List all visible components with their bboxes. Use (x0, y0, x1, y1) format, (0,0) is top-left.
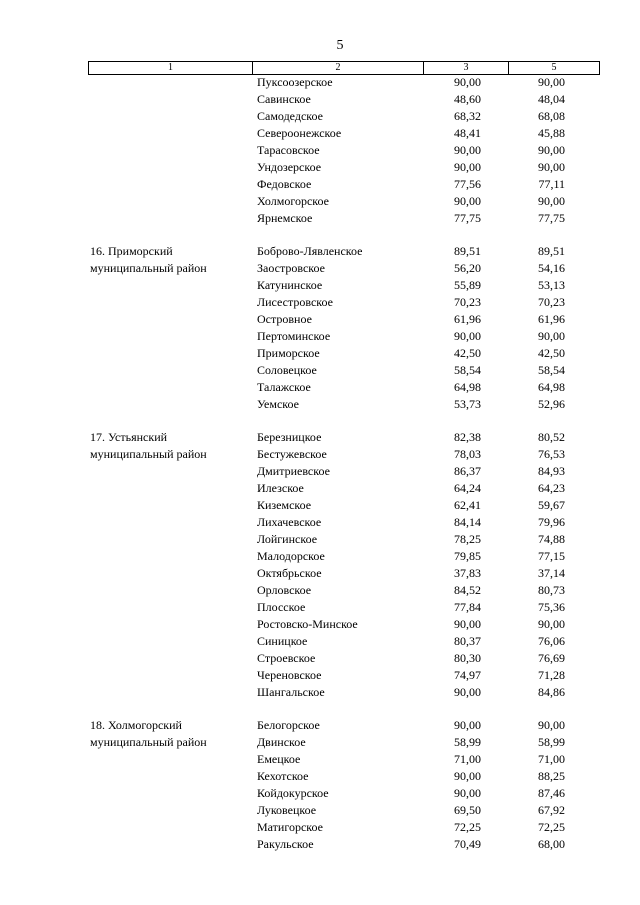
settlement-name: Березницкое (257, 430, 322, 444)
value-col-3: 69,50 (454, 803, 481, 817)
table-row (0, 74, 640, 91)
settlement-name: Ярнемское (257, 211, 313, 225)
value-col-3: 37,83 (454, 566, 481, 580)
value-col-5: 79,96 (538, 515, 565, 529)
value-col-3: 80,37 (454, 634, 481, 648)
table-row (0, 802, 640, 819)
settlement-name: Белогорское (257, 718, 320, 732)
settlement-name: Дмитриевское (257, 464, 330, 478)
value-col-5: 76,53 (538, 447, 565, 461)
settlement-name: Луковецкое (257, 803, 317, 817)
value-col-3: 61,96 (454, 312, 481, 326)
table-header (88, 61, 600, 75)
value-col-5: 75,36 (538, 600, 565, 614)
page-number: 5 (336, 38, 344, 53)
settlement-name: Кехотское (257, 769, 309, 783)
table-row (0, 294, 640, 311)
table-row (0, 836, 640, 853)
value-col-3: 90,00 (454, 143, 481, 157)
value-col-3: 90,00 (454, 75, 481, 89)
value-col-5: 90,00 (538, 160, 565, 174)
value-col-5: 42,50 (538, 346, 565, 360)
table-row (0, 650, 640, 667)
settlement-name: Соловецкое (257, 363, 317, 377)
value-col-3: 68,32 (454, 109, 481, 123)
value-col-3: 84,52 (454, 583, 481, 597)
table-row (0, 91, 640, 108)
settlement-name: Холмогорское (257, 194, 329, 208)
table-row (0, 260, 640, 277)
value-col-3: 58,54 (454, 363, 481, 377)
table-row (0, 396, 640, 413)
table-row (0, 616, 640, 633)
value-col-5: 58,99 (538, 735, 565, 749)
value-col-5: 77,11 (538, 177, 565, 191)
value-col-3: 64,98 (454, 380, 481, 394)
table-row (0, 379, 640, 396)
settlement-name: Тарасовское (257, 143, 320, 157)
settlement-name: Октябрьское (257, 566, 322, 580)
value-col-5: 52,96 (538, 397, 565, 411)
value-col-3: 53,73 (454, 397, 481, 411)
settlement-name: Островное (257, 312, 312, 326)
value-col-5: 80,73 (538, 583, 565, 597)
value-col-5: 68,08 (538, 109, 565, 123)
table-row (0, 565, 640, 582)
table-row (0, 633, 640, 650)
settlement-name: Койдокурское (257, 786, 329, 800)
settlement-name: Федовское (257, 177, 312, 191)
settlement-name: Пертоминское (257, 329, 331, 343)
table-row (0, 684, 640, 701)
settlement-name: Орловское (257, 583, 312, 597)
value-col-3: 77,56 (454, 177, 481, 191)
settlement-name: Пуксоозерское (257, 75, 333, 89)
settlement-name: Заостровское (257, 261, 325, 275)
value-col-3: 90,00 (454, 718, 481, 732)
table-row (0, 667, 640, 684)
table-row (0, 311, 640, 328)
settlement-name: Двинское (257, 735, 306, 749)
settlement-name: Ракульское (257, 837, 314, 851)
settlement-name: Боброво-Лявленское (257, 244, 363, 258)
settlement-name: Ундозерское (257, 160, 322, 174)
value-col-3: 71,00 (454, 752, 481, 766)
value-col-3: 77,84 (454, 600, 481, 614)
district-name: 16. Приморский муниципальный район (90, 244, 207, 275)
settlement-name: Приморское (257, 346, 320, 360)
table-row (0, 362, 640, 379)
table-row (0, 734, 640, 751)
table-row (0, 328, 640, 345)
value-col-5: 64,23 (538, 481, 565, 495)
value-col-3: 74,97 (454, 668, 481, 682)
value-col-5: 48,04 (538, 92, 565, 106)
table-row (0, 210, 640, 227)
value-col-3: 84,14 (454, 515, 481, 529)
table-row (0, 751, 640, 768)
value-col-5: 90,00 (538, 617, 565, 631)
value-col-5: 89,51 (538, 244, 565, 258)
settlement-name: Емецкое (257, 752, 301, 766)
value-col-5: 53,13 (538, 278, 565, 292)
value-col-3: 90,00 (454, 685, 481, 699)
settlement-name: Синицкое (257, 634, 308, 648)
table-row (0, 142, 640, 159)
table-row (0, 768, 640, 785)
header-col-3: 3 (424, 62, 509, 74)
settlement-name: Строевское (257, 651, 316, 665)
settlement-name: Катунинское (257, 278, 323, 292)
value-col-5: 76,06 (538, 634, 565, 648)
settlement-name: Самодедское (257, 109, 323, 123)
value-col-5: 59,67 (538, 498, 565, 512)
value-col-5: 45,88 (538, 126, 565, 140)
table-row (0, 345, 640, 362)
value-col-5: 90,00 (538, 194, 565, 208)
table-row (0, 785, 640, 802)
settlement-name: Шангальское (257, 685, 325, 699)
table-row (0, 125, 640, 142)
value-col-3: 42,50 (454, 346, 481, 360)
value-col-5: 54,16 (538, 261, 565, 275)
settlement-name: Плосское (257, 600, 306, 614)
value-col-3: 90,00 (454, 194, 481, 208)
table-row (0, 159, 640, 176)
value-col-5: 71,00 (538, 752, 565, 766)
value-col-3: 90,00 (454, 160, 481, 174)
value-col-3: 86,37 (454, 464, 481, 478)
value-col-3: 56,20 (454, 261, 481, 275)
value-col-3: 70,23 (454, 295, 481, 309)
value-col-3: 72,25 (454, 820, 481, 834)
value-col-5: 67,92 (538, 803, 565, 817)
value-col-3: 58,99 (454, 735, 481, 749)
value-col-5: 84,93 (538, 464, 565, 478)
value-col-5: 71,28 (538, 668, 565, 682)
value-col-5: 88,25 (538, 769, 565, 783)
value-col-3: 48,60 (454, 92, 481, 106)
value-col-5: 87,46 (538, 786, 565, 800)
settlement-name: Илезское (257, 481, 304, 495)
district-name: 18. Холмогорский муниципальный район (90, 718, 207, 749)
value-col-5: 90,00 (538, 75, 565, 89)
value-col-3: 48,41 (454, 126, 481, 140)
value-col-3: 80,30 (454, 651, 481, 665)
table-row (0, 463, 640, 480)
table-row (0, 599, 640, 616)
table-row (0, 582, 640, 599)
settlement-name: Лисестровское (257, 295, 333, 309)
settlement-name: Лихачевское (257, 515, 322, 529)
table-row (0, 108, 640, 125)
value-col-5: 90,00 (538, 718, 565, 732)
value-col-5: 61,96 (538, 312, 565, 326)
value-col-3: 77,75 (454, 211, 481, 225)
settlement-name: Североонежское (257, 126, 342, 140)
value-col-5: 58,54 (538, 363, 565, 377)
value-col-3: 90,00 (454, 329, 481, 343)
value-col-3: 55,89 (454, 278, 481, 292)
value-col-3: 78,03 (454, 447, 481, 461)
value-col-3: 79,85 (454, 549, 481, 563)
header-col-1: 1 (89, 62, 253, 74)
settlement-name: Киземское (257, 498, 312, 512)
value-col-3: 78,25 (454, 532, 481, 546)
table-row (0, 548, 640, 565)
value-col-3: 70,49 (454, 837, 481, 851)
settlement-name: Ростовско-Минское (257, 617, 358, 631)
value-col-5: 76,69 (538, 651, 565, 665)
table-body (0, 74, 640, 853)
value-col-5: 80,52 (538, 430, 565, 444)
value-col-3: 90,00 (454, 786, 481, 800)
value-col-5: 74,88 (538, 532, 565, 546)
value-col-5: 90,00 (538, 329, 565, 343)
table-row (0, 531, 640, 548)
settlement-name: Череновское (257, 668, 322, 682)
table-row (0, 819, 640, 836)
value-col-5: 90,00 (538, 143, 565, 157)
value-col-3: 90,00 (454, 617, 481, 631)
table-row (0, 176, 640, 193)
settlement-name: Бестужевское (257, 447, 327, 461)
table-row (0, 480, 640, 497)
value-col-5: 77,15 (538, 549, 565, 563)
table-row (0, 193, 640, 210)
table-row (0, 446, 640, 463)
table-row (0, 277, 640, 294)
value-col-3: 89,51 (454, 244, 481, 258)
value-col-5: 64,98 (538, 380, 565, 394)
value-col-5: 77,75 (538, 211, 565, 225)
value-col-5: 37,14 (538, 566, 565, 580)
settlement-name: Талажское (257, 380, 311, 394)
value-col-5: 70,23 (538, 295, 565, 309)
value-col-3: 90,00 (454, 769, 481, 783)
settlement-name: Уемское (257, 397, 299, 411)
value-col-5: 72,25 (538, 820, 565, 834)
district-name: 17. Устьянский муниципальный район (90, 430, 207, 461)
value-col-5: 84,86 (538, 685, 565, 699)
value-col-3: 64,24 (454, 481, 481, 495)
settlement-name: Малодорское (257, 549, 325, 563)
settlement-name: Матигорское (257, 820, 323, 834)
table-row (0, 497, 640, 514)
table-row (0, 514, 640, 531)
value-col-3: 82,38 (454, 430, 481, 444)
header-col-2: 2 (253, 62, 424, 74)
settlement-name: Савинское (257, 92, 311, 106)
settlement-name: Лойгинское (257, 532, 318, 546)
header-col-5: 5 (551, 62, 557, 73)
value-col-5: 68,00 (538, 837, 565, 851)
value-col-3: 62,41 (454, 498, 481, 512)
